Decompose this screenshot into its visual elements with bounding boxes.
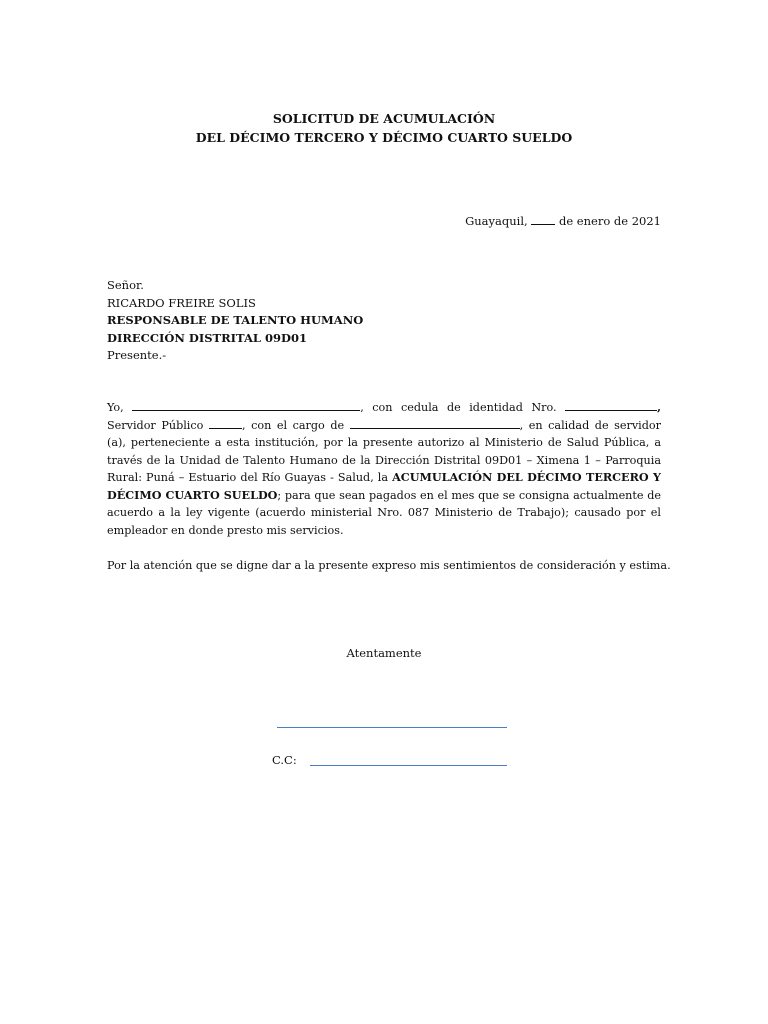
- day-blank: [531, 213, 555, 225]
- body-yo: Yo,: [107, 401, 124, 414]
- addressee-name: RICARDO FREIRE SOLIS: [107, 295, 256, 310]
- addressee-block: [107, 277, 661, 365]
- body-rest: ; para que sean pagados en el mes que se consigna actualmente de acuerdo a la ley vigente (acuerdo ministerial Nro. 087 Ministerio de Trabajo); causado por el empleador en donde presto mis servicios.: [107, 488, 661, 537]
- signature-line: [277, 727, 507, 728]
- document-title-line-1: SOLICITUD DE ACUMULACIÓN: [272, 111, 496, 126]
- cargo-blank: [350, 417, 520, 429]
- cc-line: [310, 765, 507, 766]
- place-date: [465, 213, 661, 231]
- cedula-blank: [565, 399, 657, 411]
- body-calidad: , en calidad de servidor (a), perteneciente a esta institución, por la presente autorizo al Ministerio de Salud Pública, a través de la Unidad de Talento Humano de la Dirección Distrital 09D01 – Ximena 1 – Parroquia Rural: Puná – Estuario del Río Guayas - Salud, la: [107, 418, 661, 484]
- body-servidor: Servidor Público: [107, 418, 204, 432]
- addressee-position: RESPONSABLE DE TALENTO HUMANO: [107, 313, 364, 327]
- cc-label: C.C:: [272, 753, 297, 767]
- salutation: Señor.: [107, 278, 144, 292]
- body-cargo: , con el cargo de: [241, 418, 345, 432]
- body-comma: ,: [657, 400, 661, 414]
- addressee-department: DIRECCIÓN DISTRITAL 09D01: [107, 330, 307, 345]
- place-city: Guayaquil,: [465, 214, 528, 228]
- body-paragraph: [107, 399, 661, 539]
- presente: Presente.-: [107, 348, 167, 362]
- body-acumulacion: ACUMULACIÓN DEL DÉCIMO TERCERO Y DÉCIMO CUARTO SUELDO: [107, 470, 661, 502]
- servidor-blank: [209, 417, 242, 429]
- date-rest: de enero de 2021: [558, 214, 661, 228]
- document-title-line-2: DEL DÉCIMO TERCERO Y DÉCIMO CUARTO SUELDO: [195, 130, 573, 145]
- body-cedula: , con cedula de identidad Nro.: [360, 401, 557, 414]
- closing-paragraph: Por la atención que se digne dar a la presente expreso mis sentimientos de consideración y estima.: [107, 559, 671, 572]
- atentamente: Atentamente: [346, 646, 422, 660]
- name-blank: [132, 399, 360, 411]
